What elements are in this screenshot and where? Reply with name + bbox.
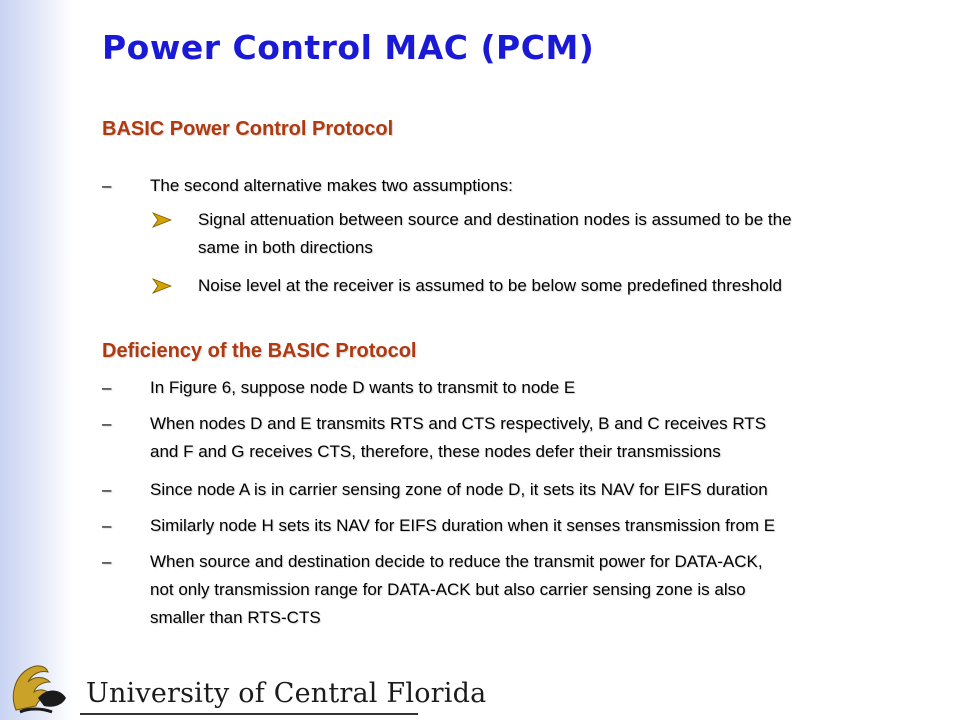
arrow-bullet-icon — [152, 278, 172, 294]
item-line: Signal attenuation between source and destination nodes is assumed to be the — [198, 210, 792, 229]
item-line: In Figure 6, suppose node D wants to transmit to node E — [150, 378, 576, 397]
pegasus-icon — [8, 658, 72, 718]
dash-item — [102, 548, 763, 632]
dash-bullet: – — [102, 552, 112, 571]
dash-bullet: – — [102, 414, 112, 433]
slide-title: Power Control MAC (PCM) — [102, 28, 595, 67]
logo-underline — [80, 713, 418, 715]
section-heading-basic: BASIC Power Control Protocol — [102, 118, 394, 140]
ucf-logo — [8, 658, 487, 718]
section-heading-deficiency: Deficiency of the BASIC Protocol — [102, 340, 417, 362]
item-line: Similarly node H sets its NAV for EIFS duration when it senses transmission from E — [150, 516, 776, 535]
dash-bullet: – — [102, 378, 112, 397]
dash-bullet: – — [102, 516, 112, 535]
item-line: Noise level at the receiver is assumed to be below some predefined threshold — [198, 276, 782, 295]
left-gradient-bar — [0, 0, 72, 720]
dash-item — [102, 172, 513, 200]
dash-item — [102, 374, 576, 402]
dash-bullet: – — [102, 480, 112, 499]
sub-item — [198, 272, 782, 300]
dash-bullet: – — [102, 176, 112, 195]
sub-item — [198, 206, 792, 262]
item-line: When source and destination decide to reduce the transmit power for DATA-ACK, — [150, 552, 763, 571]
item-line: and F and G receives CTS, therefore, these nodes defer their transmissions — [150, 442, 721, 461]
item-line: same in both directions — [198, 238, 373, 257]
item-line: Since node A is in carrier sensing zone of node D, it sets its NAV for EIFS duration — [150, 480, 768, 499]
item-line: not only transmission range for DATA-ACK but also carrier sensing zone is also — [150, 580, 746, 599]
item-line: smaller than RTS-CTS — [150, 608, 321, 627]
dash-item — [102, 410, 767, 466]
logo-text: University of Central Florida — [86, 678, 487, 709]
dash-item — [102, 476, 768, 504]
item-text: The second alternative makes two assumptions: — [150, 176, 513, 195]
arrow-bullet-icon — [152, 212, 172, 228]
item-line: When nodes D and E transmits RTS and CTS respectively, B and C receives RTS — [150, 414, 767, 433]
dash-item — [102, 512, 776, 540]
